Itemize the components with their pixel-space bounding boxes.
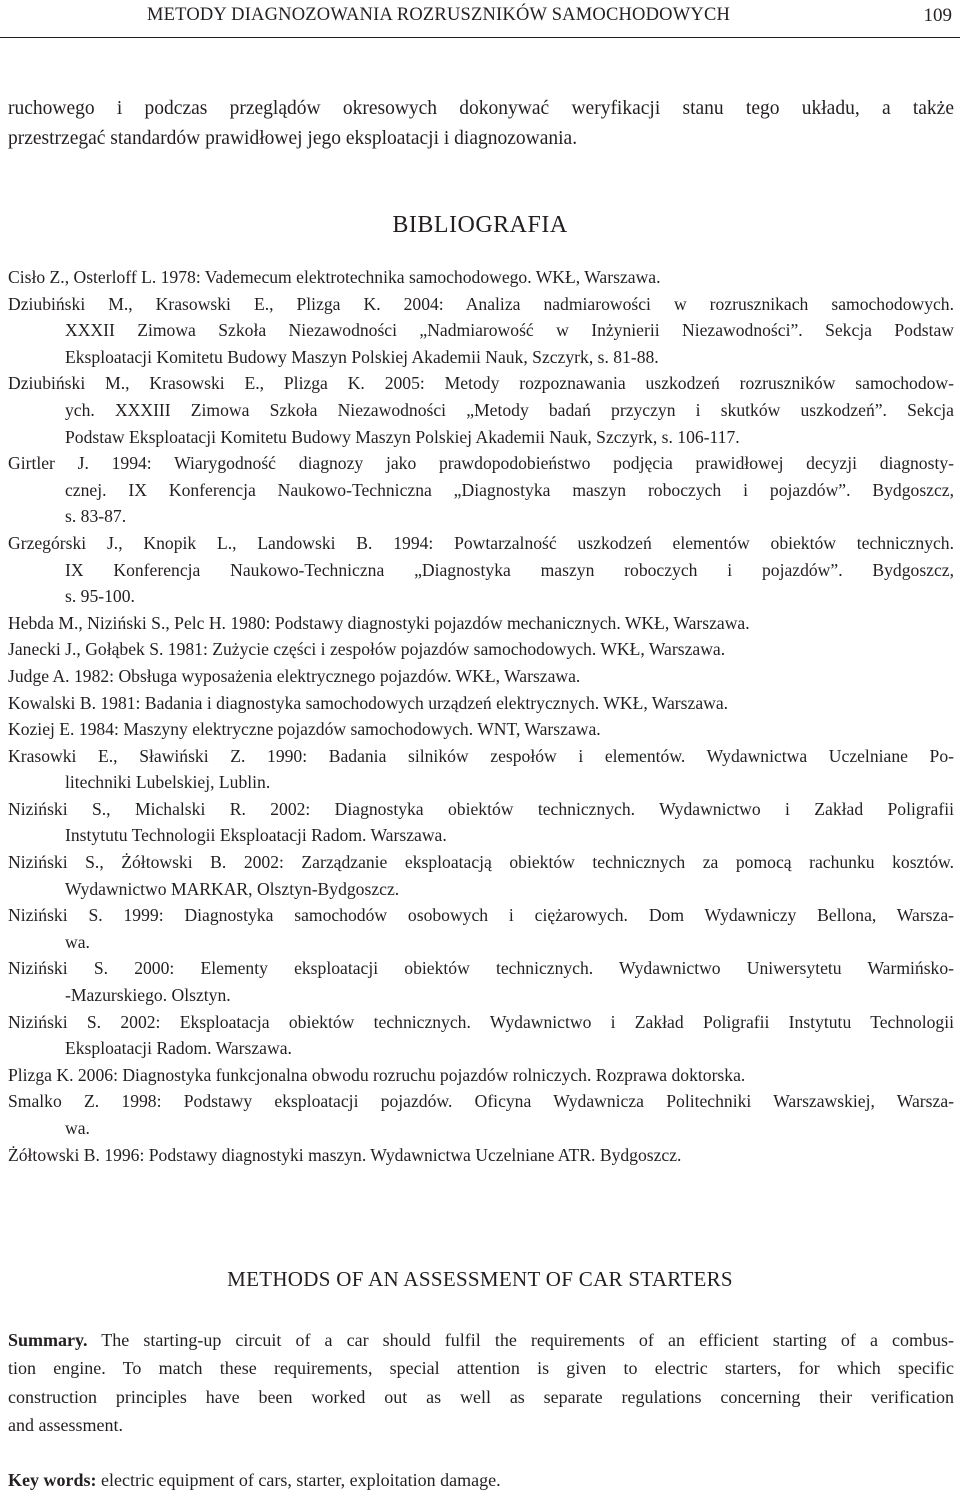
bibliography-line: IX Konferencja Naukowo-Techniczna „Diagnostyka maszyn roboczych i pojazdów”. Bydgoszcz, [65,559,954,580]
bibliography-entry [8,291,954,371]
bibliography-line: Plizga K. 2006: Diagnostyka funkcjonalna obwodu rozruchu pojazdów rolniczych. Rozprawa doktorska. [8,1064,746,1085]
bibliography-line: XXXII Zimowa Szkoła Niezawodności „Nadmiarowość w Inżynierii Niezawodności”. Sekcja Podstaw [65,320,954,341]
bibliography-heading: BIBLIOGRAFIA [392,212,568,238]
bibliography-line: Grzegórski J., Knopik L., Landowski B. 1994: Powtarzalność uszkodzeń elementów obiektów technicznych. [8,532,954,553]
keywords-text: electric equipment of cars, starter, exploitation damage. [96,1470,501,1490]
summary-label: Summary. [8,1330,88,1350]
bibliography-line: Niziński S. 1999: Diagnostyka samochodów osobowych i ciężarowych. Dom Wydawniczy Bellona, Warsza- [8,905,954,926]
bibliography-list [8,264,954,1168]
bibliography-entry [8,690,954,717]
running-header-title: METODY DIAGNOZOWANIA ROZRUSZNIKÓW SAMOCHODOWYCH [147,5,731,25]
bibliography-line: Niziński S. 2000: Elementy eksploatacji obiektów technicznych. Wydawnictwo Uniwersytetu Warmińsko- [8,958,954,979]
bibliography-line: s. 83-87. [65,506,127,527]
bibliography-entry [8,743,954,796]
bibliography-entry [8,1009,954,1062]
bibliography-line: Krasowki E., Sławiński Z. 1990: Badania silników zespołów i elementów. Wydawnictwa Uczelniane Po- [8,745,954,766]
summary-line [8,1326,954,1354]
bibliography-entry [8,450,954,530]
bibliography-line: wa. [65,931,90,952]
bibliography-line: Koziej E. 1984: Maszyny elektryczne pojazdów samochodowych. WNT, Warszawa. [8,719,601,740]
bibliography-line: Hebda M., Niziński S., Pelc H. 1980: Podstawy diagnostyki pojazdów mechanicznych. WKŁ, Warszawa. [8,612,750,633]
bibliography-line: ych. XXXIII Zimowa Szkoła Niezawodności „Metody badań przyczyn i skutków uszkodzeń”. Sekcja [65,399,954,420]
intro-line: przestrzegać standardów prawidłowej jego eksploatacji i diagnozowania. [8,128,578,149]
summary-line: tion engine. To match these requirements, special attention is given to electric starters, for which specific [8,1358,954,1379]
bibliography-line: Smalko Z. 1998: Podstawy eksploatacji pojazdów. Oficyna Wydawnicza Politechniki Warszawskiej, Warsza- [8,1091,954,1112]
bibliography-line: Podstaw Eksploatacji Komitetu Budowy Maszyn Polskiej Akademii Nauk, Szczyrk, s. 106-117. [65,426,740,447]
bibliography-entry [8,849,954,902]
bibliography-line: Kowalski B. 1981: Badania i diagnostyka samochodowych urządzeń elektrycznych. WKŁ, Warszawa. [8,692,729,713]
bibliography-line: -Mazurskiego. Olsztyn. [65,985,231,1006]
bibliography-line: Eksploatacji Radom. Warszawa. [65,1038,292,1059]
bibliography-line: Girtler J. 1994: Wiarygodność diagnozy jako prawdopodobieństwo podjęcia prawidłowej decyzji diagnosty- [8,453,954,474]
bibliography-line: Wydawnictwo MARKAR, Olsztyn-Bydgoszcz. [65,878,400,899]
bibliography-entry [8,636,954,663]
bibliography-line: Dziubiński M., Krasowski E., Plizga K. 2004: Analiza nadmiarowości w rozrusznikach samochodowych. [8,293,954,314]
intro-line: ruchowego i podczas przeglądów okresowych dokonywać weryfikacji stanu tego układu, a także [8,98,954,119]
bibliography-line: s. 95-100. [65,586,135,607]
bibliography-entry [8,1088,954,1141]
running-header [0,0,960,38]
intro-paragraph [8,94,954,154]
bibliography-entry [8,1062,954,1089]
bibliography-entry [8,264,954,291]
bibliography-line: Eksploatacji Komitetu Budowy Maszyn Polskiej Akademii Nauk, Szczyrk, s. 81-88. [65,346,659,367]
bibliography-line: Judge A. 1982: Obsługa wyposażenia elektrycznego pojazdów. WKŁ, Warszawa. [8,665,581,686]
bibliography-entry [8,796,954,849]
keywords [8,1466,954,1494]
summary-paragraph [8,1326,954,1439]
page-number: 109 [923,5,952,26]
bibliography-entry [8,716,954,743]
bibliography-entry [8,610,954,637]
bibliography-line: Dziubiński M., Krasowski E., Plizga K. 2005: Metody rozpoznawania uszkodzeń rozruszników samochodow- [8,373,954,394]
bibliography-entry [8,530,954,610]
bibliography-line: Instytutu Technologii Eksploatacji Radom. Warszawa. [65,825,447,846]
bibliography-entry [8,663,954,690]
bibliography-line: Żółtowski B. 1996: Podstawy diagnostyki maszyn. Wydawnictwa Uczelniane ATR. Bydgoszcz. [8,1144,682,1165]
bibliography-line: litechniki Lubelskiej, Lublin. [65,772,271,793]
bibliography-entry [8,1142,954,1169]
bibliography-line: Niziński S., Żółtowski B. 2002: Zarządzanie eksploatacją obiektów technicznych za pomocą rachunku kosztów. [8,852,954,873]
bibliography-line: Janecki J., Gołąbek S. 1981: Zużycie części i zespołów pojazdów samochodowych. WKŁ, Warszawa. [8,639,726,660]
bibliography-entry [8,955,954,1008]
bibliography-line: Cisło Z., Osterloff L. 1978: Vademecum elektrotechnika samochodowego. WKŁ, Warszawa. [8,267,661,287]
bibliography-line: cznej. IX Konferencja Naukowo-Techniczna „Diagnostyka maszyn roboczych i pojazdów”. Bydgoszcz, [65,479,954,500]
bibliography-line: wa. [65,1118,90,1138]
english-title: METHODS OF AN ASSESSMENT OF CAR STARTERS [227,1267,733,1291]
bibliography-line: Niziński S., Michalski R. 2002: Diagnostyka obiektów technicznych. Wydawnictwo i Zakład Poligrafii [8,798,954,819]
keywords-label: Key words: [8,1470,97,1490]
bibliography-line: Niziński S. 2002: Eksploatacja obiektów technicznych. Wydawnictwo i Zakład Poligrafii Instytutu Technologii [8,1011,954,1032]
bibliography-entry [8,902,954,955]
summary-line: construction principles have been worked out as well as separate regulations concerning their verification [8,1386,954,1407]
summary-text: The starting-up circuit of a car should fulfil the requirements of an efficient starting of a combus- [87,1330,954,1350]
bibliography-entry [8,370,954,450]
summary-line: and assessment. [8,1414,123,1435]
